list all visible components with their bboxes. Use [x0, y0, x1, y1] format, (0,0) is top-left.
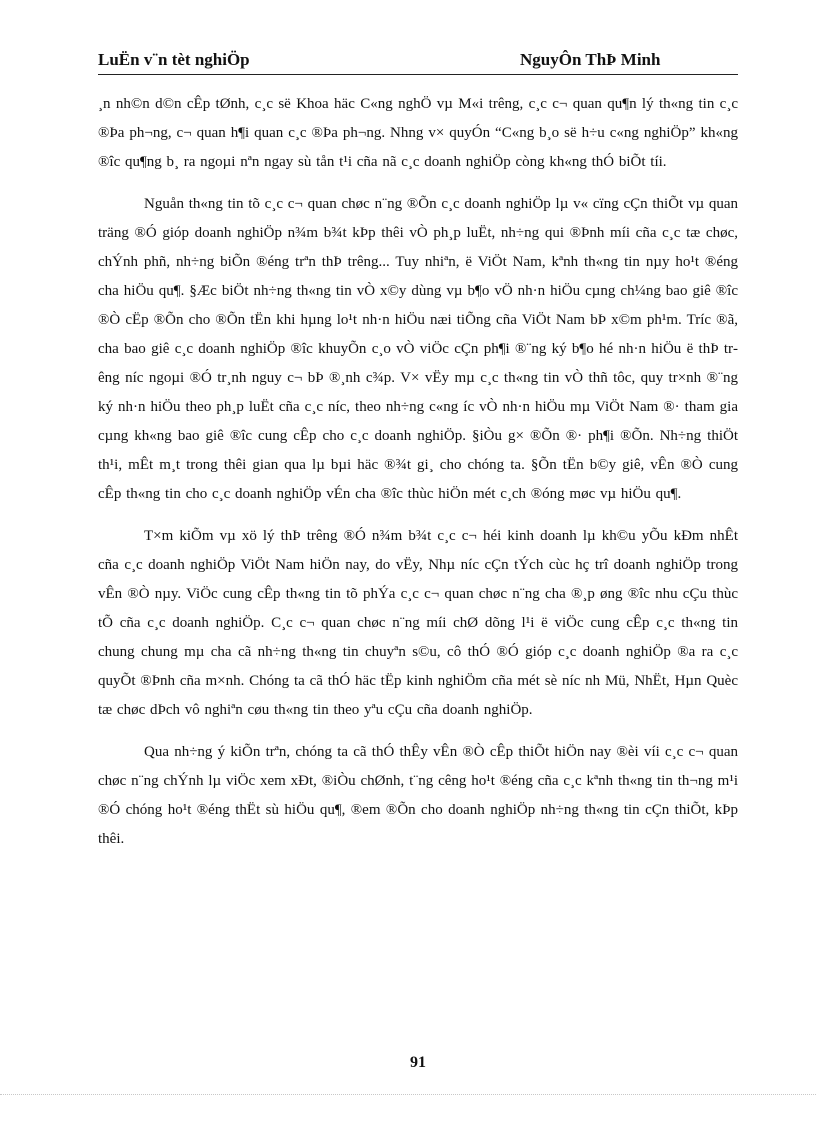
paragraph-continuation: ¸n nh©n d©n cÊp tØnh, c¸c së Khoa häc C«ng nghÖ vµ M«i trêng, c¸c c¬ quan qu¶n lý th«ng tin c¸c ®Þa ph¬ng, c¬ quan h¶i quan c¸c ®Þa ph¬ng. Nhng v× quyÓn “C«ng b¸o së h÷u c«ng nghiÖp” kh«ng ®îc qu¶ng b¸ ra ngoµi nªn ngay sù tån t¹i cña nã c¸c doanh nghiÖp còng kh«ng thÓ biÕt tíi. — [98, 96, 738, 170]
document-title: LuËn v¨n tèt nghiÖp — [98, 50, 250, 69]
author-name: NguyÔn ThÞ Minh — [520, 50, 661, 69]
page-number: 91 — [410, 1054, 426, 1071]
page-bottom-divider — [0, 1094, 816, 1095]
paragraph-information-sources: Nguån th«ng tin tõ c¸c c¬ quan chøc n¨ng ®Õn c¸c doanh nghiÖp lµ v« cïng cÇn thiÕt vµ quan träng ®Ó gióp doanh nghiÖp n¾m b¾t kÞp thêi vÒ ph¸p luËt, nh÷ng qui ®Þnh míi cña c¸c tæ chøc, chÝnh phñ, nh÷ng biÕn ®éng trªn thÞ trêng... Tuy nhiªn, ë ViÖt Nam, kªnh th«ng tin nµy ho¹t ®éng cha hiÖu qu¶. §Æc biÖt nh÷ng th«ng tin vÒ x©y dùng vµ b¶o vÖ nh·n hiÖu cµng ch¼ng bao giê ®îc ®Ò cËp ®Õn cho ®Õn tËn khi hµng lo¹t nh·n hiÖu næi tiÕng cña ViÖt Nam bÞ x©m ph¹m. Tríc ®ã, cha bao giê c¸c doanh nghiÖp ®îc khuyÕn c¸o vÒ viÖc cÇn ph¶i ®¨ng ký b¶o hé nh·n hiÖu ë thÞ trêng níc ngoµi ®Ó tr¸nh nguy c¬ bÞ ®¸nh c¾p. V× vËy mµ c¸c th«ng tin vÒ thñ tôc, quy tr×nh ®¨ng ký nh·n hiÖu theo ph¸p luËt cña c¸c níc, theo nh÷ng c«ng íc vÒ nh·n hiÖu mµ ViÖt Nam ®· tham gia cµng kh«ng bao giê ®îc cung cÊp cho c¸c doanh nghiÖp. §iÒu g× ®Õn ®· ph¶i ®Õn. Nh÷ng thiÖt th¹i, mÊt m¸t trong thêi gian qua lµ bµi häc ®¾t gi¸ cho chóng ta. §Õn tËn b©y giê, vÊn ®Ò cung cÊp th«ng tin cho c¸c doanh nghiÖp vÉn cha ®îc thùc hiÖn mét c¸ch ®óng møc vµ hiÖu qu¶. — [98, 196, 738, 502]
page-header — [98, 48, 738, 75]
paragraph-market-research: T×m kiÕm vµ xö lý thÞ trêng ®Ó n¾m b¾t c¸c c¬ héi kinh doanh lµ kh©u yÕu kÐm nhÊt cña c¸c doanh nghiÖp ViÖt Nam hiÖn nay, do vËy, Nhµ níc cÇn tÝch cùc hç trî doanh nghiÖp trong vÊn ®Ò nµy. ViÖc cung cÊp th«ng tin tõ phÝa c¸c c¬ quan chøc n¨ng cha ®¸p øng ®îc nhu cÇu thùc tÕ cña c¸c doanh nghiÖp. C¸c c¬ quan chøc n¨ng míi chØ dõng l¹i ë viÖc cung cÊp c¸c th«ng tin chung chung mµ cha cã nh÷ng th«ng tin chuyªn s©u, cô thÓ ®Ó gióp c¸c doanh nghiÖp ®a ra c¸c quyÕt ®Þnh cña m×nh. Chóng ta cã thÓ häc tËp kinh nghiÖm cña mét sè níc nh Mü, NhËt, Hµn Quèc tæ chøc dÞch vô nghiªn cøu th«ng tin theo yªu cÇu cña doanh nghiÖp. — [98, 528, 738, 718]
paragraph-conclusion: Qua nh÷ng ý kiÕn trªn, chóng ta cã thÓ thÊy vÊn ®Ò cÊp thiÕt hiÖn nay ®èi víi c¸c c¬ quan chøc n¨ng chÝnh lµ viÖc xem xÐt, ®iÒu chØnh, t¨ng cêng ho¹t ®éng cña c¸c kªnh th«ng tin th¬ng m¹i ®Ó chóng ho¹t ®éng thËt sù hiÖu qu¶, ®em ®Õn cho doanh nghiÖp nh÷ng th«ng tin cÇn thiÕt, kÞp thêi. — [98, 744, 738, 847]
body-text — [98, 90, 738, 867]
